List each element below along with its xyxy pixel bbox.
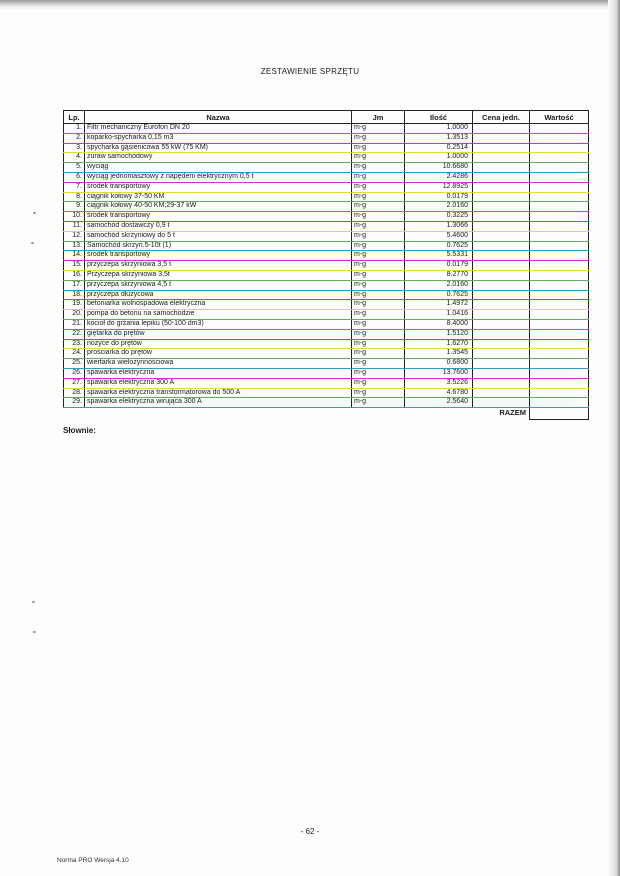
row-cena bbox=[473, 133, 530, 143]
row-lp: 16. bbox=[64, 270, 85, 280]
row-ilosc: 1.5120 bbox=[405, 329, 473, 339]
row-cena bbox=[473, 378, 530, 388]
row-ilosc: 8.2770 bbox=[405, 270, 473, 280]
row-ilosc: 0.2514 bbox=[405, 143, 473, 153]
table-row bbox=[64, 261, 589, 271]
row-ilosc: 0.3225 bbox=[405, 212, 473, 222]
row-jm: m-g bbox=[352, 172, 405, 182]
table-row bbox=[64, 212, 589, 222]
row-nazwa: pompa do betonu na samochodzie bbox=[85, 310, 352, 320]
scan-speck bbox=[33, 212, 36, 214]
row-cena bbox=[473, 359, 530, 369]
row-ilosc: 1.3513 bbox=[405, 133, 473, 143]
table-row bbox=[64, 329, 589, 339]
scan-speck bbox=[33, 631, 36, 633]
row-jm: m-g bbox=[352, 241, 405, 251]
row-wartosc bbox=[530, 163, 589, 173]
row-wartosc bbox=[530, 329, 589, 339]
row-jm: m-g bbox=[352, 388, 405, 398]
row-ilosc: 5.5331 bbox=[405, 251, 473, 261]
row-wartosc bbox=[530, 270, 589, 280]
row-jm: m-g bbox=[352, 290, 405, 300]
row-wartosc bbox=[530, 231, 589, 241]
row-wartosc bbox=[530, 192, 589, 202]
row-lp: 25. bbox=[64, 359, 85, 369]
page-number: - 62 - bbox=[300, 827, 320, 836]
row-nazwa: prościarka do prętów bbox=[85, 349, 352, 359]
row-cena bbox=[473, 153, 530, 163]
row-jm: m-g bbox=[352, 339, 405, 349]
row-jm: m-g bbox=[352, 192, 405, 202]
row-wartosc bbox=[530, 310, 589, 320]
row-cena bbox=[473, 300, 530, 310]
row-cena bbox=[473, 124, 530, 134]
equipment-table bbox=[63, 110, 589, 420]
row-nazwa: Filtr mechaniczny Eurofon DN 20 bbox=[85, 124, 352, 134]
row-ilosc: 1.3545 bbox=[405, 349, 473, 359]
row-jm: m-g bbox=[352, 202, 405, 212]
total-value bbox=[530, 408, 589, 420]
table-row bbox=[64, 182, 589, 192]
row-ilosc: 1.6270 bbox=[405, 339, 473, 349]
row-ilosc: 3.5226 bbox=[405, 378, 473, 388]
row-jm: m-g bbox=[352, 221, 405, 231]
row-ilosc: 0.6800 bbox=[405, 359, 473, 369]
table-row bbox=[64, 124, 589, 134]
table-row bbox=[64, 241, 589, 251]
row-lp: 8. bbox=[64, 192, 85, 202]
table-header-row bbox=[64, 111, 589, 124]
row-jm: m-g bbox=[352, 280, 405, 290]
row-nazwa: samochód dostawczy 0,9 t bbox=[85, 221, 352, 231]
row-nazwa: Przyczepa skrzyniowa 3,5t bbox=[85, 270, 352, 280]
row-lp: 29. bbox=[64, 398, 85, 408]
row-ilosc: 1.3066 bbox=[405, 221, 473, 231]
row-nazwa: ciągnik kołowy 40-50 KM;29-37 kW bbox=[85, 202, 352, 212]
row-cena bbox=[473, 270, 530, 280]
row-lp: 12. bbox=[64, 231, 85, 241]
row-nazwa: giętarka do prętów bbox=[85, 329, 352, 339]
row-lp: 13. bbox=[64, 241, 85, 251]
row-lp: 5. bbox=[64, 163, 85, 173]
row-cena bbox=[473, 163, 530, 173]
row-nazwa: betoniarka wolnospadowa elektryczna bbox=[85, 300, 352, 310]
table-row bbox=[64, 368, 589, 378]
row-jm: m-g bbox=[352, 251, 405, 261]
row-jm: m-g bbox=[352, 182, 405, 192]
row-lp: 9. bbox=[64, 202, 85, 212]
row-cena bbox=[473, 329, 530, 339]
row-wartosc bbox=[530, 261, 589, 271]
row-wartosc bbox=[530, 290, 589, 300]
row-ilosc: 0.0179 bbox=[405, 192, 473, 202]
row-ilosc: 1.0000 bbox=[405, 124, 473, 134]
row-jm: m-g bbox=[352, 231, 405, 241]
row-jm: m-g bbox=[352, 398, 405, 408]
row-wartosc bbox=[530, 212, 589, 222]
table-row bbox=[64, 378, 589, 388]
table-row bbox=[64, 290, 589, 300]
row-cena bbox=[473, 398, 530, 408]
row-lp: 22. bbox=[64, 329, 85, 339]
row-lp: 15. bbox=[64, 261, 85, 271]
table-row bbox=[64, 192, 589, 202]
scan-speck bbox=[31, 242, 34, 244]
row-nazwa: środek transportowy bbox=[85, 212, 352, 222]
row-ilosc: 2.0160 bbox=[405, 280, 473, 290]
table-row bbox=[64, 359, 589, 369]
header-wartosc: Wartość bbox=[530, 111, 589, 124]
row-cena bbox=[473, 261, 530, 271]
row-cena bbox=[473, 192, 530, 202]
row-jm: m-g bbox=[352, 143, 405, 153]
row-lp: 26. bbox=[64, 368, 85, 378]
row-cena bbox=[473, 251, 530, 261]
row-cena bbox=[473, 221, 530, 231]
row-wartosc bbox=[530, 280, 589, 290]
table-row bbox=[64, 163, 589, 173]
row-jm: m-g bbox=[352, 378, 405, 388]
row-nazwa: wyciąg bbox=[85, 163, 352, 173]
row-jm: m-g bbox=[352, 359, 405, 369]
row-wartosc bbox=[530, 182, 589, 192]
row-cena bbox=[473, 172, 530, 182]
row-wartosc bbox=[530, 133, 589, 143]
row-wartosc bbox=[530, 143, 589, 153]
row-nazwa: nożyce do prętów bbox=[85, 339, 352, 349]
table-row bbox=[64, 221, 589, 231]
row-nazwa: środek transportowy bbox=[85, 182, 352, 192]
scan-top-edge bbox=[0, 0, 620, 10]
row-wartosc bbox=[530, 172, 589, 182]
row-wartosc bbox=[530, 368, 589, 378]
row-cena bbox=[473, 368, 530, 378]
row-cena bbox=[473, 290, 530, 300]
row-ilosc: 0.0179 bbox=[405, 261, 473, 271]
row-cena bbox=[473, 280, 530, 290]
row-ilosc: 0.7625 bbox=[405, 290, 473, 300]
table-row bbox=[64, 231, 589, 241]
row-cena bbox=[473, 212, 530, 222]
header-jm: Jm bbox=[352, 111, 405, 124]
row-nazwa: przyczepa skrzyniowa 4,5 t bbox=[85, 280, 352, 290]
row-nazwa: kocioł do grzania lepiku (50-100 dm3) bbox=[85, 319, 352, 329]
table-row bbox=[64, 310, 589, 320]
row-cena bbox=[473, 231, 530, 241]
row-ilosc: 10.6680 bbox=[405, 163, 473, 173]
table-row bbox=[64, 251, 589, 261]
header-ilosc: Ilość bbox=[405, 111, 473, 124]
row-lp: 24. bbox=[64, 349, 85, 359]
row-jm: m-g bbox=[352, 270, 405, 280]
row-ilosc: 1.0416 bbox=[405, 310, 473, 320]
row-lp: 1. bbox=[64, 124, 85, 134]
row-jm: m-g bbox=[352, 310, 405, 320]
row-lp: 3. bbox=[64, 143, 85, 153]
row-ilosc: 12.8925 bbox=[405, 182, 473, 192]
table-row bbox=[64, 172, 589, 182]
row-ilosc: 1.0000 bbox=[405, 153, 473, 163]
total-row bbox=[64, 408, 589, 420]
row-nazwa: przyczepa dłużycowa bbox=[85, 290, 352, 300]
table-row bbox=[64, 280, 589, 290]
row-cena bbox=[473, 349, 530, 359]
row-cena bbox=[473, 143, 530, 153]
row-lp: 2. bbox=[64, 133, 85, 143]
row-wartosc bbox=[530, 124, 589, 134]
row-ilosc: 0.7625 bbox=[405, 241, 473, 251]
row-ilosc: 2.4286 bbox=[405, 172, 473, 182]
slownie-label: Słownie: bbox=[63, 426, 96, 435]
row-ilosc: 8.4000 bbox=[405, 319, 473, 329]
row-cena bbox=[473, 241, 530, 251]
table-row bbox=[64, 388, 589, 398]
row-nazwa: żuraw samochodowy bbox=[85, 153, 352, 163]
table-row bbox=[64, 349, 589, 359]
row-ilosc: 2.5640 bbox=[405, 398, 473, 408]
row-jm: m-g bbox=[352, 124, 405, 134]
row-wartosc bbox=[530, 202, 589, 212]
row-wartosc bbox=[530, 398, 589, 408]
row-wartosc bbox=[530, 153, 589, 163]
software-footer: Norma PRO Wersja 4.10 bbox=[57, 857, 129, 864]
row-nazwa: ciągnik kołowy 37-50 KM bbox=[85, 192, 352, 202]
row-jm: m-g bbox=[352, 368, 405, 378]
header-nazwa: Nazwa bbox=[85, 111, 352, 124]
row-lp: 23. bbox=[64, 339, 85, 349]
row-ilosc: 13.7600 bbox=[405, 368, 473, 378]
row-cena bbox=[473, 182, 530, 192]
row-ilosc: 4.6780 bbox=[405, 388, 473, 398]
row-cena bbox=[473, 202, 530, 212]
row-jm: m-g bbox=[352, 300, 405, 310]
row-nazwa: koparko-spycharka 0,15 m3 bbox=[85, 133, 352, 143]
row-cena bbox=[473, 319, 530, 329]
row-jm: m-g bbox=[352, 261, 405, 271]
row-nazwa: wyciąg jednomasztowy z napędem elektrycznym 0,5 t bbox=[85, 172, 352, 182]
row-lp: 27. bbox=[64, 378, 85, 388]
row-wartosc bbox=[530, 221, 589, 231]
row-jm: m-g bbox=[352, 319, 405, 329]
row-wartosc bbox=[530, 378, 589, 388]
row-wartosc bbox=[530, 359, 589, 369]
scan-speck bbox=[32, 601, 35, 603]
total-label: RAZEM bbox=[64, 408, 530, 420]
row-lp: 11. bbox=[64, 221, 85, 231]
row-jm: m-g bbox=[352, 133, 405, 143]
table-row bbox=[64, 143, 589, 153]
row-nazwa: spawarka elektryczna wirująca 300 A bbox=[85, 398, 352, 408]
row-wartosc bbox=[530, 388, 589, 398]
row-lp: 18. bbox=[64, 290, 85, 300]
row-jm: m-g bbox=[352, 163, 405, 173]
row-lp: 19. bbox=[64, 300, 85, 310]
row-wartosc bbox=[530, 349, 589, 359]
row-nazwa: wiertarka wielozynnościowa bbox=[85, 359, 352, 369]
row-lp: 7. bbox=[64, 182, 85, 192]
document-title: ZESTAWIENIE SPRZĘTU bbox=[260, 67, 360, 76]
row-jm: m-g bbox=[352, 212, 405, 222]
row-lp: 17. bbox=[64, 280, 85, 290]
row-nazwa: spawarka elektryczna bbox=[85, 368, 352, 378]
row-cena bbox=[473, 388, 530, 398]
row-nazwa: spycharka gąsienicowa 55 kW (75 KM) bbox=[85, 143, 352, 153]
row-ilosc: 2.0160 bbox=[405, 202, 473, 212]
row-wartosc bbox=[530, 241, 589, 251]
table-row bbox=[64, 133, 589, 143]
row-lp: 10. bbox=[64, 212, 85, 222]
row-lp: 28. bbox=[64, 388, 85, 398]
row-nazwa: przyczepa skrzyniowa 3,5 t bbox=[85, 261, 352, 271]
table-row bbox=[64, 202, 589, 212]
row-jm: m-g bbox=[352, 329, 405, 339]
row-nazwa: spawarka elektryczna 300 A bbox=[85, 378, 352, 388]
header-lp: Lp. bbox=[64, 111, 85, 124]
row-wartosc bbox=[530, 300, 589, 310]
row-wartosc bbox=[530, 319, 589, 329]
table-row bbox=[64, 339, 589, 349]
row-nazwa: środek transportowy bbox=[85, 251, 352, 261]
row-ilosc: 1.4972 bbox=[405, 300, 473, 310]
table-row bbox=[64, 153, 589, 163]
row-lp: 21. bbox=[64, 319, 85, 329]
table-row bbox=[64, 319, 589, 329]
table-row bbox=[64, 270, 589, 280]
row-ilosc: 5.4600 bbox=[405, 231, 473, 241]
row-jm: m-g bbox=[352, 153, 405, 163]
row-lp: 14. bbox=[64, 251, 85, 261]
row-lp: 4. bbox=[64, 153, 85, 163]
row-wartosc bbox=[530, 251, 589, 261]
table-row bbox=[64, 300, 589, 310]
row-lp: 6. bbox=[64, 172, 85, 182]
header-cena: Cena jedn. bbox=[473, 111, 530, 124]
table-row bbox=[64, 398, 589, 408]
scan-right-edge bbox=[608, 0, 620, 876]
row-cena bbox=[473, 310, 530, 320]
row-nazwa: Samochód skrzyn.5-10t (1) bbox=[85, 241, 352, 251]
row-cena bbox=[473, 339, 530, 349]
row-nazwa: samochód skrzyniowy do 5 t bbox=[85, 231, 352, 241]
row-nazwa: spawarka elektryczna transformatorowa do 500 A bbox=[85, 388, 352, 398]
row-wartosc bbox=[530, 339, 589, 349]
row-lp: 20. bbox=[64, 310, 85, 320]
row-jm: m-g bbox=[352, 349, 405, 359]
